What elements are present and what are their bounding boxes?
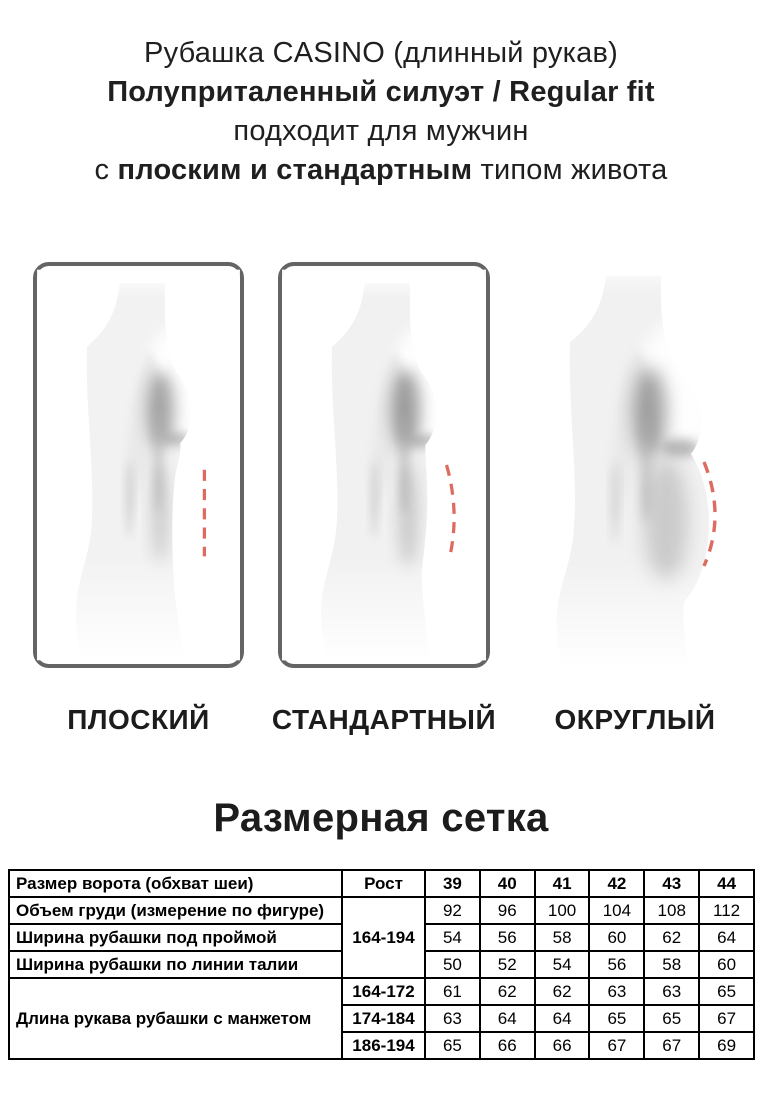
height-range-164-172: 164-172 xyxy=(342,978,425,1005)
cell: 64 xyxy=(535,1005,590,1032)
cell: 67 xyxy=(589,1032,644,1059)
standard-belly-label: СТАНДАРТНЫЙ xyxy=(271,704,497,735)
top-fade xyxy=(282,270,486,299)
belly-text-prefix: с xyxy=(94,154,118,186)
product-title: Рубашка CASINO (длинный рукав) xyxy=(144,37,618,69)
cell: 112 xyxy=(699,897,754,924)
cell: 61 xyxy=(425,978,480,1005)
row-label-chest: Объем груди (измерение по фигуре) xyxy=(9,897,342,924)
cell: 65 xyxy=(425,1032,480,1059)
row-label-armhole-width: Ширина рубашки под проймой xyxy=(9,924,342,951)
cell: 69 xyxy=(699,1032,754,1059)
cell: 65 xyxy=(699,978,754,1005)
row-label-sleeve-length: Длина рукава рубашки с манжетом xyxy=(9,978,342,1059)
torso-round-illustration xyxy=(508,262,762,668)
cell: 56 xyxy=(589,951,644,978)
height-range-164-194: 164-194 xyxy=(342,897,425,978)
flat-belly-label: ПЛОСКИЙ xyxy=(67,704,210,735)
cell: 52 xyxy=(480,951,535,978)
header-height: Рост xyxy=(342,870,425,897)
size-col-43: 43 xyxy=(644,870,699,897)
cell: 67 xyxy=(644,1032,699,1059)
cell: 65 xyxy=(589,1005,644,1032)
table-header-row xyxy=(9,870,754,897)
cell: 66 xyxy=(535,1032,590,1059)
height-range-174-184: 174-184 xyxy=(342,1005,425,1032)
header-collar-size: Размер ворота (обхват шеи) xyxy=(9,870,342,897)
bottom-fade xyxy=(37,558,240,660)
cell: 58 xyxy=(644,951,699,978)
cell: 60 xyxy=(699,951,754,978)
fit-description-line2 xyxy=(0,151,762,190)
bottom-fade xyxy=(282,558,486,660)
flat-belly-figure-frame xyxy=(33,262,244,668)
round-belly-label: ОКРУГЛЫЙ xyxy=(554,704,716,735)
torso-flat-illustration xyxy=(37,266,240,664)
table-row xyxy=(9,978,754,1005)
cell: 100 xyxy=(535,897,590,924)
cell: 63 xyxy=(644,978,699,1005)
belly-text-bold: плоским и стандартным xyxy=(117,154,473,186)
cell: 58 xyxy=(535,924,590,951)
cell: 62 xyxy=(644,924,699,951)
cell: 67 xyxy=(699,1005,754,1032)
cell: 63 xyxy=(425,1005,480,1032)
cell: 92 xyxy=(425,897,480,924)
torso-standard-illustration xyxy=(282,266,486,664)
cell: 108 xyxy=(644,897,699,924)
belly-text-suffix: типом живота xyxy=(472,154,668,186)
size-col-40: 40 xyxy=(480,870,535,897)
cell: 60 xyxy=(589,924,644,951)
title-block xyxy=(0,34,762,190)
size-col-42: 42 xyxy=(589,870,644,897)
cell: 54 xyxy=(425,924,480,951)
cell: 65 xyxy=(644,1005,699,1032)
size-col-39: 39 xyxy=(425,870,480,897)
top-fade xyxy=(37,270,240,299)
fit-description-line1: подходит для мужчин xyxy=(233,115,529,147)
cell: 63 xyxy=(589,978,644,1005)
cell: 54 xyxy=(535,951,590,978)
cell: 64 xyxy=(480,1005,535,1032)
row-label-waist-width: Ширина рубашки по линии талии xyxy=(9,951,342,978)
round-belly-figure xyxy=(508,262,762,668)
table-row xyxy=(9,897,754,924)
size-grid-title: Размерная сетка xyxy=(213,796,549,840)
cell: 56 xyxy=(480,924,535,951)
cell: 62 xyxy=(535,978,590,1005)
cell: 50 xyxy=(425,951,480,978)
cell: 64 xyxy=(699,924,754,951)
fit-subtitle: Полуприталенный силуэт / Regular fit xyxy=(107,76,655,108)
size-grid-table xyxy=(8,869,755,1060)
cell: 66 xyxy=(480,1032,535,1059)
height-range-186-194: 186-194 xyxy=(342,1032,425,1059)
cell: 62 xyxy=(480,978,535,1005)
cell: 96 xyxy=(480,897,535,924)
cell: 104 xyxy=(589,897,644,924)
top-fade xyxy=(508,262,762,292)
bottom-fade xyxy=(508,562,762,668)
standard-belly-figure-frame xyxy=(278,262,490,668)
size-col-41: 41 xyxy=(535,870,590,897)
size-col-44: 44 xyxy=(699,870,754,897)
belly-guide-line-standard xyxy=(447,465,455,558)
